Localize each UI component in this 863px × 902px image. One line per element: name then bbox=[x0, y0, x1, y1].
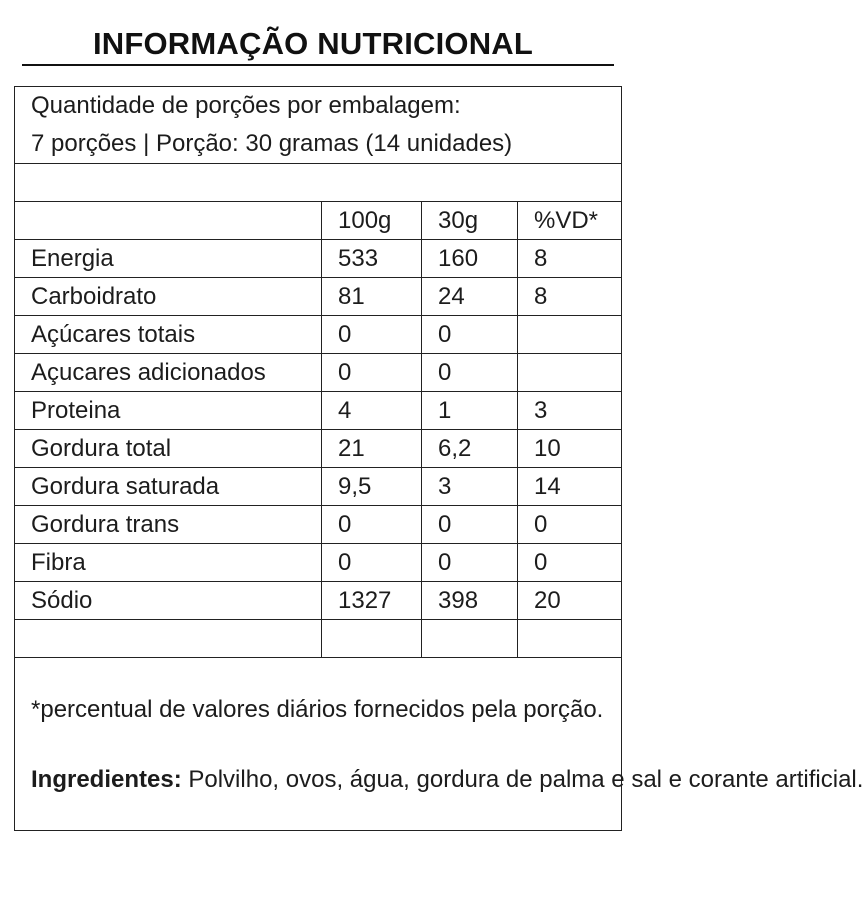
nutrient-30g: 398 bbox=[422, 582, 518, 620]
nutrient-vd: 20 bbox=[518, 582, 622, 620]
nutrient-100g: 533 bbox=[322, 240, 422, 278]
nutrient-100g: 21 bbox=[322, 430, 422, 468]
nutrient-name: Carboidrato bbox=[15, 278, 322, 316]
nutrient-vd: 8 bbox=[518, 278, 622, 316]
nutrient-30g: 0 bbox=[422, 544, 518, 582]
nutrient-vd: 0 bbox=[518, 506, 622, 544]
nutrient-row bbox=[15, 392, 622, 430]
nutrient-name: Açucares adicionados bbox=[15, 354, 322, 392]
nutrient-vd: 14 bbox=[518, 468, 622, 506]
spacer-row bbox=[15, 164, 622, 202]
nutrient-name: Açúcares totais bbox=[15, 316, 322, 354]
nutrient-name: Proteina bbox=[15, 392, 322, 430]
nutrient-vd: 10 bbox=[518, 430, 622, 468]
nutrient-30g: 0 bbox=[422, 316, 518, 354]
nutrition-table bbox=[14, 86, 863, 831]
column-header-100g: 100g bbox=[322, 202, 422, 240]
nutrient-vd bbox=[518, 316, 622, 354]
column-header-row bbox=[15, 202, 622, 240]
nutrient-name: Fibra bbox=[15, 544, 322, 582]
column-header-vd: %VD* bbox=[518, 202, 622, 240]
nutrient-30g: 160 bbox=[422, 240, 518, 278]
title-underline bbox=[22, 64, 614, 66]
nutrient-vd: 0 bbox=[518, 544, 622, 582]
serving-count-label: Quantidade de porções por embalagem: bbox=[31, 92, 461, 119]
nutrient-name: Gordura saturada bbox=[15, 468, 322, 506]
nutrient-100g: 0 bbox=[322, 354, 422, 392]
nutrient-30g: 0 bbox=[422, 354, 518, 392]
nutrient-30g: 24 bbox=[422, 278, 518, 316]
nutrient-row bbox=[15, 582, 622, 620]
nutrient-name: Sódio bbox=[15, 582, 322, 620]
footnote-block bbox=[15, 658, 863, 831]
ingredients-list: Polvilho, ovos, água, gordura de palma e sal e corante artificial. bbox=[181, 765, 863, 793]
nutrient-vd: 8 bbox=[518, 240, 622, 278]
nutrient-100g: 4 bbox=[322, 392, 422, 430]
nutrient-30g: 6,2 bbox=[422, 430, 518, 468]
column-header-30g: 30g bbox=[422, 202, 518, 240]
nutrient-row bbox=[15, 316, 622, 354]
nutrient-row bbox=[15, 240, 622, 278]
serving-info bbox=[15, 87, 622, 164]
nutrient-vd bbox=[518, 354, 622, 392]
nutrient-100g: 9,5 bbox=[322, 468, 422, 506]
nutrient-100g: 0 bbox=[322, 506, 422, 544]
nutrient-vd: 3 bbox=[518, 392, 622, 430]
nutrient-name: Energia bbox=[15, 240, 322, 278]
serving-size-label: 7 porções | Porção: 30 gramas (14 unidades) bbox=[31, 130, 513, 157]
nutrient-30g: 1 bbox=[422, 392, 518, 430]
nutrient-row bbox=[15, 544, 622, 582]
page-title: INFORMAÇÃO NUTRICIONAL bbox=[92, 26, 534, 61]
nutrient-row bbox=[15, 468, 622, 506]
nutrient-100g: 81 bbox=[322, 278, 422, 316]
empty-row bbox=[15, 620, 622, 658]
nutrient-row bbox=[15, 354, 622, 392]
nutrient-100g: 0 bbox=[322, 316, 422, 354]
nutrient-name: Gordura trans bbox=[15, 506, 322, 544]
ingredients-label: Ingredientes: bbox=[31, 765, 182, 793]
nutrient-row bbox=[15, 430, 622, 468]
ingredients-text bbox=[31, 766, 863, 793]
nutrient-name: Gordura total bbox=[15, 430, 322, 468]
nutrient-100g: 1327 bbox=[322, 582, 422, 620]
nutrient-30g: 0 bbox=[422, 506, 518, 544]
nutrient-100g: 0 bbox=[322, 544, 422, 582]
footnote-text: *percentual de valores diários fornecidos pela porção. bbox=[31, 695, 604, 723]
nutrient-30g: 3 bbox=[422, 468, 518, 506]
nutrient-row bbox=[15, 278, 622, 316]
header-empty-cell bbox=[15, 202, 322, 240]
nutrient-row bbox=[15, 506, 622, 544]
